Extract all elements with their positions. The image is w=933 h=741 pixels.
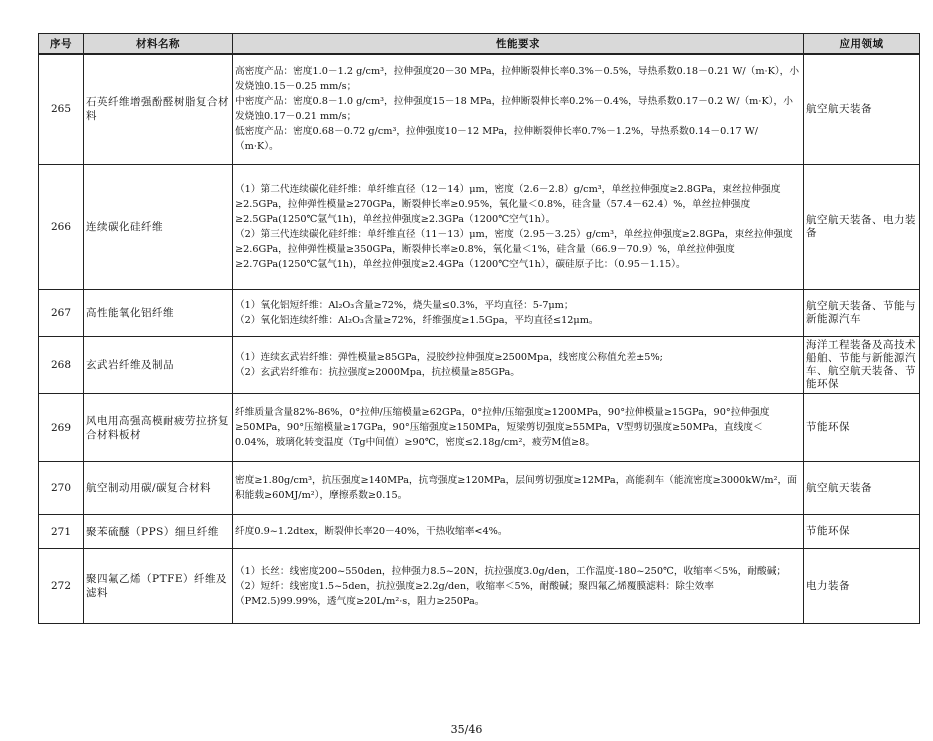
row-application: 节能环保 <box>804 394 920 462</box>
row-serial-no: 268 <box>39 337 84 394</box>
requirement-line: （2）玄武岩纤维布：抗拉强度≥2000Mpa，抗拉模量≥85GPa。 <box>235 367 520 378</box>
table-row <box>39 54 920 165</box>
requirement-line: （2）氧化铝连续纤维：Al₂O₃含量≥72%，纤维强度≥1.5Gpa，平均直径≤12μm。 <box>235 315 599 326</box>
row-material-name: 航空制动用碳/碳复合材料 <box>84 462 233 515</box>
header-application-field: 应用领域 <box>804 34 920 54</box>
row-application: 节能环保 <box>804 515 920 549</box>
requirement-line: 高密度产品：密度1.0－1.2 g/cm³，拉伸强度20－30 MPa，拉伸断裂伸长率0.3%－0.5%，导热系数0.18－0.21 W/（m·K），小发烧蚀0.15－0.25 mm/s； <box>235 66 800 93</box>
row-serial-no: 269 <box>39 394 84 462</box>
table-row <box>39 165 920 290</box>
requirement-line: 低密度产品：密度0.68－0.72 g/cm³，拉伸强度10－12 MPa，拉伸断裂伸长率0.7%－1.2%，导热系数0.14－0.17 W/（m·K）。 <box>235 126 758 153</box>
row-requirements <box>233 462 804 515</box>
requirement-line: （2）短纤：线密度1.5~5den，抗拉强度≥2.2g/den，收缩率＜5%，耐酸碱；聚四氟乙烯覆膜滤料：除尘效率（PM2.5)99.99%，透气度≥20L/m²·s，阻力≥250Pa。 <box>235 580 714 607</box>
row-material-name: 连续碳化硅纤维 <box>84 165 233 290</box>
requirement-line: （1）第二代连续碳化硅纤维：单纤维直径（12－14）μm，密度（2.6－2.8）g/cm³，单丝拉伸强度≥2.8GPa，束丝拉伸强度≥2.5GPa，拉伸弹性模量≥270GPa，断裂伸长率≥0.95%，氧化量＜0.8%，硅含量（57.4－62.4）%，单丝拉伸强度≥2.5GPa(1250℃氩气1h)，单丝拉伸强度≥2.3GPa（1200℃空气1h）。 <box>235 184 781 225</box>
row-application: 航空航天装备、电力装备 <box>804 165 920 290</box>
row-requirements <box>233 54 804 165</box>
row-material-name: 石英纤维增强酚醛树脂复合材料 <box>84 54 233 165</box>
row-serial-no: 267 <box>39 290 84 337</box>
requirement-line: 纤度0.9~1.2dtex，断裂伸长率20－40%，干热收缩率<4%。 <box>235 526 508 537</box>
requirement-line: （1）长丝：线密度200~550den，拉伸强力8.5~20N，抗拉强度3.0g/den，工作温度-180~250℃，收缩率＜5%，耐酸碱； <box>235 565 787 577</box>
page-number: 35/46 <box>450 723 483 736</box>
row-requirements <box>233 549 804 624</box>
table-row <box>39 462 920 515</box>
row-material-name: 高性能氧化铝纤维 <box>84 290 233 337</box>
row-requirements <box>233 290 804 337</box>
row-requirements <box>233 165 804 290</box>
row-serial-no: 271 <box>39 515 84 549</box>
table-row <box>39 290 920 337</box>
requirement-line: 纤维质量含量82%-86%，0°拉伸/压缩模量≥62GPa，0°拉伸/压缩强度≥1200MPa，90°拉伸模量≥15GPa，90°拉伸强度≥50MPa，90°压缩模量≥17GPa，90°压缩强度≥150MPa，短梁剪切强度≥55MPa，V型剪切强度≥50MPa，直线度＜0.04%，玻璃化转变温度（Tg中间值）≥90℃，密度≤2.18g/cm²，疲劳M值≥8。 <box>235 407 770 448</box>
header-performance-requirements: 性能要求 <box>233 34 804 54</box>
row-serial-no: 266 <box>39 165 84 290</box>
row-serial-no: 272 <box>39 549 84 624</box>
table-row <box>39 549 920 624</box>
row-serial-no: 270 <box>39 462 84 515</box>
materials-table <box>38 33 920 624</box>
row-material-name: 风电用高强高模耐疲劳拉挤复合材料板材 <box>84 394 233 462</box>
row-application: 航空航天装备 <box>804 54 920 165</box>
requirement-line: 密度≥1.80g/cm³，抗压强度≥140MPa，抗弯强度≥120MPa，层间剪切强度≥12MPa，高能刹车（能流密度≥3000kW/m²，面积能载≥60MJ/m²），摩擦系数≥0.15。 <box>235 475 797 501</box>
row-requirements <box>233 515 804 549</box>
row-application: 电力装备 <box>804 549 920 624</box>
table-row <box>39 394 920 462</box>
header-material-name: 材料名称 <box>84 34 233 54</box>
table-header-row <box>39 34 920 54</box>
requirement-line: （2）第三代连续碳化硅纤维：单纤维直径（11－13）μm，密度（2.95－3.25）g/cm³，单丝拉伸强度≥2.8GPa，束丝拉伸强度≥2.6GPa，拉伸弹性模量≥350GPa，断裂伸长率≥0.8%，氧化量＜1%，硅含量（66.9－70.9）%，单丝拉伸强度≥2.7GPa(1250℃氩气1h)，单丝拉伸强度≥2.4GPa（1200℃空气1h），碳硅原子比：（0.95－1.15）。 <box>235 229 793 270</box>
row-material-name: 聚四氟乙烯（PTFE）纤维及滤料 <box>84 549 233 624</box>
table-row <box>39 515 920 549</box>
requirement-line: （1）氧化铝短纤维：Al₂O₃含量≥72%，烧失量≤0.3%，平均直径：5-7μm； <box>235 300 574 311</box>
row-material-name: 聚苯硫醚（PPS）细旦纤维 <box>84 515 233 549</box>
requirement-line: （1）连续玄武岩纤维：弹性模量≥85GPa，浸胶纱拉伸强度≥2500Mpa，线密度公称值允差±5%; <box>235 352 663 363</box>
row-requirements <box>233 337 804 394</box>
row-requirements <box>233 394 804 462</box>
row-material-name: 玄武岩纤维及制品 <box>84 337 233 394</box>
header-serial-no: 序号 <box>39 34 84 54</box>
row-application: 航空航天装备 <box>804 462 920 515</box>
row-serial-no: 265 <box>39 54 84 165</box>
row-application: 航空航天装备、节能与新能源汽车 <box>804 290 920 337</box>
table-row <box>39 337 920 394</box>
requirement-line: 中密度产品：密度0.8－1.0 g/cm³，拉伸强度15－18 MPa，拉伸断裂伸长率0.2%－0.4%，导热系数0.17－0.2 W/（m·K），小发烧蚀0.17－0.21 mm/s； <box>235 96 793 123</box>
row-application: 海洋工程装备及高技术船舶、节能与新能源汽车、航空航天装备、节能环保 <box>804 337 920 394</box>
